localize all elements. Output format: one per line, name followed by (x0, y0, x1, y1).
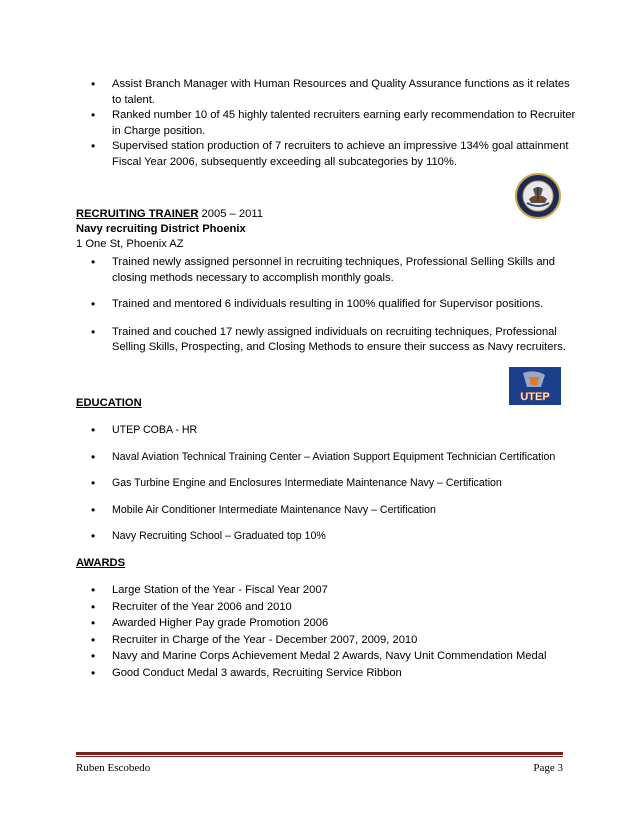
list-item: • Recruiter of the Year 2006 and 2010 (76, 599, 576, 616)
trainer-years: 2005 – 2011 (198, 208, 263, 220)
section-title: RECRUITING TRAINER (76, 208, 199, 220)
trainer-address: 1 One St, Phoenix AZ (76, 238, 184, 250)
trainer-heading (76, 207, 263, 222)
trainer-org: Navy recruiting District Phoenix (76, 223, 246, 235)
list-item: • Assist Branch Manager with Human Resources and Quality Assurance functions as it relates to talent. (76, 77, 576, 108)
list-item: • Trained and couched 17 newly assigned individuals on recruiting techniques, Professional Selling Skills, Prospecting, and Closing Methods to ensure their success as Navy recruiters. (76, 325, 576, 356)
education-heading: EDUCATION (76, 397, 142, 409)
trainer-bullet-list (76, 255, 576, 356)
utep-logo-text: UTEP (520, 391, 550, 403)
list-item: • Large Station of the Year - Fiscal Year 2007 (76, 582, 576, 599)
list-item: • Navy Recruiting School – Graduated top 10% (76, 529, 576, 545)
education-bullet-list (76, 423, 576, 545)
list-item: • Trained newly assigned personnel in recruiting techniques, Professional Selling Skills and closing methods necessary to accomplish monthly goals. (76, 255, 576, 286)
utep-logo (509, 367, 561, 405)
footer-divider (76, 752, 563, 755)
list-item: • Ranked number 10 of 45 highly talented recruiters earning early recommendation to Recruiter in Charge position. (76, 108, 576, 139)
footer-page-number: Page 3 (533, 762, 563, 774)
list-item: • Trained and mentored 6 individuals resulting in 100% qualified for Supervisor positions. (76, 297, 576, 313)
top-bullet-list (76, 77, 576, 170)
awards-heading: AWARDS (76, 557, 126, 569)
list-item: • Good Conduct Medal 3 awards, Recruiting Service Ribbon (76, 665, 576, 682)
list-item: • Awarded Higher Pay grade Promotion 2006 (76, 615, 576, 632)
list-item: • Navy and Marine Corps Achievement Medal 2 Awards, Navy Unit Commendation Medal (76, 648, 576, 665)
list-item: • UTEP COBA - HR (76, 423, 576, 439)
list-item: • Supervised station production of 7 recruiters to achieve an impressive 134% goal attainment Fiscal Year 2006, subsequently exceeding all subcategories by 110%. (76, 139, 576, 170)
list-item: • Naval Aviation Technical Training Center – Aviation Support Equipment Technician Certification (76, 450, 576, 466)
footer-divider-thin (76, 756, 563, 757)
footer-name: Ruben Escobedo (76, 762, 151, 774)
list-item: • Gas Turbine Engine and Enclosures Intermediate Maintenance Navy – Certification (76, 476, 576, 492)
navy-seal-logo (515, 173, 561, 219)
awards-bullet-list (76, 582, 576, 682)
list-item: • Mobile Air Conditioner Intermediate Maintenance Navy – Certification (76, 503, 576, 519)
list-item: • Recruiter in Charge of the Year - December 2007, 2009, 2010 (76, 632, 576, 649)
